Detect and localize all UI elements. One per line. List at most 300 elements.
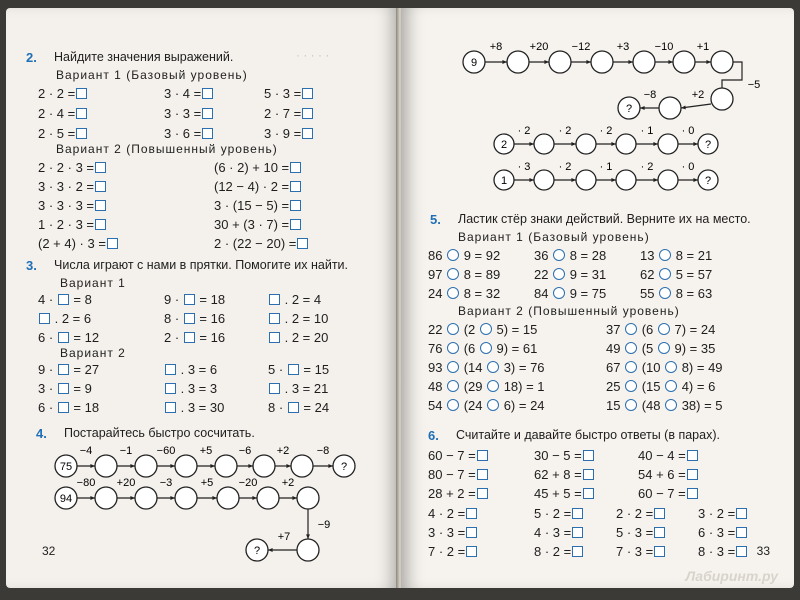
chain-operation: +5	[199, 445, 213, 457]
chain-arrowhead	[170, 496, 175, 500]
chain-arrowhead	[292, 496, 297, 500]
exercise	[534, 525, 584, 540]
answer-box[interactable]	[202, 128, 213, 139]
expression-text: 1 · 2 · 3 =	[38, 217, 94, 232]
expression-text: 3 · 3 · 2 =	[38, 179, 94, 194]
answer-box[interactable]	[269, 294, 280, 305]
chain-operation: · 3	[517, 161, 531, 173]
exercise	[606, 322, 715, 337]
expression-text: 7 · 2 =	[428, 544, 466, 559]
chain-node	[291, 455, 313, 477]
chain-arrowhead	[130, 464, 135, 468]
answer-box[interactable]	[302, 128, 313, 139]
sign-circle[interactable]	[665, 380, 677, 392]
chain-arrowhead	[693, 178, 698, 182]
expression-text: 45 + 5 =	[534, 486, 582, 501]
chain-arrowhead	[693, 142, 698, 146]
expression-text: = 18	[69, 400, 100, 415]
chain-operation: · 2	[599, 125, 613, 137]
chain-operation: +2	[281, 477, 295, 489]
chain-operation: · 0	[681, 161, 695, 173]
chain-arrowhead	[653, 142, 658, 146]
answer-box[interactable]	[269, 313, 280, 324]
sign-circle[interactable]	[447, 399, 459, 411]
chain-node	[591, 51, 613, 73]
sign-circle[interactable]	[625, 323, 637, 335]
expression-text: = 24	[299, 400, 330, 415]
answer-box[interactable]	[572, 546, 583, 557]
expression-text: 49	[606, 341, 625, 356]
answer-box[interactable]	[269, 383, 280, 394]
exercise	[164, 106, 214, 121]
expression-text: 6) = 24	[500, 398, 545, 413]
exercise	[38, 217, 107, 232]
chain-node	[215, 455, 237, 477]
chain-operation: −80	[76, 477, 96, 489]
chain-arrowhead	[210, 464, 215, 468]
chain-arrowhead	[529, 178, 534, 182]
expression-text: . 3 = 6	[177, 362, 218, 377]
chain-operation: · 1	[640, 125, 654, 137]
chain-operation: −9	[317, 519, 331, 531]
exercise	[164, 86, 214, 101]
answer-box[interactable]	[297, 238, 308, 249]
sign-circle[interactable]	[447, 361, 459, 373]
exercise	[38, 330, 99, 345]
expression-text: 6 ·	[38, 400, 57, 415]
expression-text: 18) = 1	[500, 379, 545, 394]
sign-circle[interactable]	[625, 399, 637, 411]
chain-arrowhead	[653, 178, 658, 182]
answer-box[interactable]	[184, 294, 195, 305]
answer-box[interactable]	[95, 181, 106, 192]
sign-circle[interactable]	[447, 268, 459, 280]
sign-circle[interactable]	[553, 249, 565, 261]
chain-operation: −6	[238, 445, 252, 457]
answer-box[interactable]	[654, 546, 665, 557]
expression-text: 8 = 28	[566, 248, 607, 263]
variant-title: Вариант 1	[60, 276, 126, 290]
chain-node	[135, 455, 157, 477]
expression-text: 8 ·	[268, 400, 287, 415]
chain-node	[616, 134, 636, 154]
chain-node	[659, 97, 681, 119]
sign-circle[interactable]	[553, 287, 565, 299]
chain-arrowhead	[286, 464, 291, 468]
exercise	[268, 330, 328, 345]
task-title: Числа играют с нами в прятки. Помогите их найти.	[54, 258, 348, 272]
exercise	[164, 311, 225, 326]
sign-circle[interactable]	[480, 342, 492, 354]
expression-text: 5 · 3 =	[264, 86, 302, 101]
sign-circle[interactable]	[665, 399, 677, 411]
exercise	[534, 248, 606, 263]
page-number: 32	[42, 544, 56, 558]
variant-title: Вариант 2	[60, 346, 126, 360]
expression-text: 3 · 4 =	[164, 86, 202, 101]
expression-text: 3 · 9 =	[264, 126, 302, 141]
publisher-watermark: Лабиринт.ру	[685, 568, 778, 584]
task-title: Ластик стёр знаки действий. Верните их на место.	[458, 212, 751, 226]
expression-text: = 18	[195, 292, 226, 307]
exercise	[38, 236, 119, 251]
left-page	[6, 8, 398, 588]
answer-box[interactable]	[58, 402, 69, 413]
answer-box[interactable]	[654, 508, 665, 519]
chain-arrowhead	[640, 106, 645, 110]
expression-text: 40 − 4 =	[638, 448, 686, 463]
chain-node	[257, 487, 279, 509]
exercise	[164, 362, 217, 377]
expression-text: 48	[428, 379, 447, 394]
expression-text: 86	[428, 248, 447, 263]
exercise	[38, 198, 107, 213]
expression-text: (48	[638, 398, 665, 413]
expression-text: = 27	[69, 362, 100, 377]
expression-text: 9) = 61	[492, 341, 538, 356]
chain-node	[95, 487, 117, 509]
answer-box[interactable]	[583, 450, 594, 461]
answer-box[interactable]	[477, 488, 488, 499]
exercise	[534, 506, 584, 521]
expression-text: 25	[606, 379, 625, 394]
task-number: 6.	[428, 428, 439, 443]
answer-box[interactable]	[466, 527, 477, 538]
answer-box[interactable]	[202, 88, 213, 99]
sign-circle[interactable]	[447, 342, 459, 354]
answer-box[interactable]	[290, 200, 301, 211]
chain-operation: +5	[200, 477, 214, 489]
chain-node	[616, 170, 636, 190]
chain-operation: −4	[79, 445, 93, 457]
exercise	[268, 400, 329, 415]
answer-box[interactable]	[654, 527, 665, 538]
answer-box[interactable]	[269, 332, 280, 343]
chain-node	[507, 51, 529, 73]
sign-circle[interactable]	[625, 361, 637, 373]
exercise	[534, 286, 606, 301]
chain-node-label: 94	[59, 493, 73, 505]
answer-box[interactable]	[76, 128, 87, 139]
sign-circle[interactable]	[665, 361, 677, 373]
sign-circle[interactable]	[658, 342, 670, 354]
exercise	[38, 106, 88, 121]
exercise	[428, 267, 500, 282]
expression-text: 13	[640, 248, 659, 263]
expression-text: 3) = 76	[500, 360, 545, 375]
sign-circle[interactable]	[480, 323, 492, 335]
chain-operation: −5	[747, 79, 761, 91]
exercise	[164, 292, 225, 307]
answer-box[interactable]	[95, 219, 106, 230]
exercise	[214, 217, 302, 232]
sign-circle[interactable]	[447, 380, 459, 392]
chain-node	[253, 455, 275, 477]
expression-text: 93	[428, 360, 447, 375]
expression-text: 6 · 3 =	[698, 525, 736, 540]
exercise	[264, 126, 314, 141]
answer-box[interactable]	[288, 364, 299, 375]
task-number: 2.	[26, 50, 37, 65]
expression-text: 8 = 21	[672, 248, 713, 263]
chain-node-label: 2	[500, 139, 508, 151]
sign-circle[interactable]	[447, 249, 459, 261]
exercise	[698, 525, 748, 540]
expression-text: 4) = 6	[678, 379, 716, 394]
expression-text: 22	[534, 267, 553, 282]
chain-arrowhead	[90, 496, 95, 500]
chain-operation: −3	[159, 477, 173, 489]
expression-text: 38) = 5	[678, 398, 723, 413]
chain-node-label: ?	[253, 545, 261, 557]
chain-node	[297, 487, 319, 509]
expression-text: 8 = 89	[460, 267, 501, 282]
answer-box[interactable]	[107, 238, 118, 249]
expression-text: = 8	[69, 292, 92, 307]
answer-box[interactable]	[290, 181, 301, 192]
exercise	[616, 525, 666, 540]
expression-text: (2 + 4) · 3 =	[38, 236, 106, 251]
exercise	[428, 467, 489, 482]
expression-text: . 3 = 21	[281, 381, 329, 396]
chain-operation: −1	[119, 445, 133, 457]
exercise	[214, 160, 302, 175]
variant-title: Вариант 2 (Повышенный уровень)	[56, 142, 278, 156]
expression-text: = 9	[69, 381, 92, 396]
chain-node	[576, 170, 596, 190]
answer-box[interactable]	[288, 402, 299, 413]
expression-text: 5 · 3 =	[616, 525, 654, 540]
answer-box[interactable]	[58, 364, 69, 375]
chain-operation: · 0	[681, 125, 695, 137]
task-number: 5.	[430, 212, 441, 227]
exercise	[38, 292, 92, 307]
expression-text: 9 ·	[164, 292, 183, 307]
chain-operation: −8	[643, 89, 657, 101]
expression-text: 8) = 49	[678, 360, 723, 375]
sign-circle[interactable]	[487, 361, 499, 373]
answer-box[interactable]	[290, 219, 301, 230]
exercise	[606, 341, 715, 356]
chain-arrowhead	[130, 496, 135, 500]
answer-box[interactable]	[687, 488, 698, 499]
exercise	[268, 292, 321, 307]
expression-text: 30 + (3 · 7) =	[214, 217, 290, 232]
chain-arrowhead	[529, 142, 534, 146]
chain-arrowhead	[252, 496, 257, 500]
chain-node	[576, 134, 596, 154]
chain-operation: · 1	[599, 161, 613, 173]
expression-text: 4 · 2 =	[428, 506, 466, 521]
answer-box[interactable]	[76, 88, 87, 99]
exercise	[616, 544, 666, 559]
expression-text: 5 ·	[268, 362, 287, 377]
chain-node	[175, 487, 197, 509]
exercise	[268, 362, 329, 377]
answer-box[interactable]	[583, 488, 594, 499]
answer-box[interactable]	[58, 294, 69, 305]
chain-arrowhead	[571, 178, 576, 182]
chain-arrowhead	[212, 496, 217, 500]
expression-text: 9 = 31	[566, 267, 607, 282]
expression-text: 2 · 2 =	[616, 506, 654, 521]
expression-text: . 2 = 10	[281, 311, 329, 326]
expression-text: 54	[428, 398, 447, 413]
expression-text: 8 · 3 =	[698, 544, 736, 559]
answer-box[interactable]	[184, 313, 195, 324]
expression-text: (15	[638, 379, 665, 394]
exercise	[428, 448, 489, 463]
answer-box[interactable]	[302, 108, 313, 119]
exercise	[534, 467, 595, 482]
exercise	[428, 360, 545, 375]
chain-arrowhead	[90, 464, 95, 468]
sign-circle[interactable]	[659, 249, 671, 261]
calc-chains	[6, 436, 398, 576]
sign-circle[interactable]	[658, 323, 670, 335]
expression-text: . 2 = 4	[281, 292, 322, 307]
chain-node	[658, 134, 678, 154]
chain-node	[135, 487, 157, 509]
chain-arrowhead	[668, 60, 673, 64]
exercise	[638, 448, 699, 463]
answer-box[interactable]	[165, 383, 176, 394]
exercise	[268, 311, 328, 326]
sign-circle[interactable]	[625, 380, 637, 392]
expression-text: (6	[460, 341, 479, 356]
sign-circle[interactable]	[447, 287, 459, 299]
answer-box[interactable]	[39, 313, 50, 324]
answer-box[interactable]	[477, 469, 488, 480]
expression-text: 54 + 6 =	[638, 467, 686, 482]
exercise	[534, 544, 584, 559]
exercise	[428, 525, 478, 540]
answer-box[interactable]	[165, 364, 176, 375]
expression-text: . 2 = 20	[281, 330, 329, 345]
exercise	[164, 381, 217, 396]
chain-arrowhead	[706, 60, 711, 64]
exercise	[638, 486, 699, 501]
answer-box[interactable]	[466, 508, 477, 519]
exercise	[38, 126, 88, 141]
answer-box[interactable]	[572, 508, 583, 519]
answer-box[interactable]	[184, 332, 195, 343]
chain-node-label: 9	[470, 57, 478, 69]
sign-circle[interactable]	[659, 287, 671, 299]
expression-text: 3 · 6 =	[164, 126, 202, 141]
expression-text: (2	[460, 322, 479, 337]
sign-circle[interactable]	[553, 268, 565, 280]
answer-box[interactable]	[290, 162, 301, 173]
answer-box[interactable]	[477, 450, 488, 461]
answer-box[interactable]	[58, 383, 69, 394]
chain-operation: +7	[277, 531, 291, 543]
exercise	[264, 86, 314, 101]
expression-text: 36	[534, 248, 553, 263]
expression-text: 9 = 75	[566, 286, 607, 301]
expression-text: 60 − 7 =	[638, 486, 686, 501]
sign-circle[interactable]	[487, 399, 499, 411]
chain-arrowhead	[248, 464, 253, 468]
expression-text: 2 · 2 =	[38, 86, 76, 101]
task-title: Найдите значения выражений.	[54, 50, 234, 64]
expression-text: 24	[428, 286, 447, 301]
chain-arrowhead	[611, 142, 616, 146]
exercise	[428, 544, 478, 559]
chain-node-label: ?	[704, 139, 712, 151]
answer-box[interactable]	[583, 469, 594, 480]
task-number: 3.	[26, 258, 37, 273]
answer-box[interactable]	[466, 546, 477, 557]
expression-text: 9 = 92	[460, 248, 501, 263]
exercise	[640, 267, 712, 282]
chain-operation: −60	[156, 445, 176, 457]
answer-box[interactable]	[95, 200, 106, 211]
exercise	[534, 448, 595, 463]
chain-node	[633, 51, 655, 73]
exercise	[214, 236, 309, 251]
expression-text: (24	[460, 398, 487, 413]
sign-circle[interactable]	[447, 323, 459, 335]
answer-box[interactable]	[202, 108, 213, 119]
answer-box[interactable]	[572, 527, 583, 538]
sign-circle[interactable]	[487, 380, 499, 392]
answer-box[interactable]	[76, 108, 87, 119]
exercise	[606, 360, 723, 375]
exercise	[606, 379, 715, 394]
chain-node	[711, 51, 733, 73]
chain-node	[95, 455, 117, 477]
answer-box[interactable]	[736, 546, 747, 557]
expression-text: 3 · 3 =	[428, 525, 466, 540]
expression-text: (6	[638, 322, 657, 337]
chain-node	[549, 51, 571, 73]
expression-text: 4 ·	[38, 292, 57, 307]
sign-circle[interactable]	[659, 268, 671, 280]
answer-box[interactable]	[165, 402, 176, 413]
variant-title: Вариант 1 (Базовый уровень)	[458, 230, 650, 244]
expression-text: 7) = 24	[670, 322, 716, 337]
chain-arrowhead	[306, 534, 310, 539]
answer-box[interactable]	[736, 527, 747, 538]
expression-text: . 3 = 3	[177, 381, 218, 396]
expression-text: 2 · 5 =	[38, 126, 76, 141]
expression-text: 5) = 15	[492, 322, 538, 337]
expression-text: 62	[640, 267, 659, 282]
expression-text: 4 · 3 =	[534, 525, 572, 540]
answer-box[interactable]	[736, 508, 747, 519]
expression-text: 2 · 7 =	[264, 106, 302, 121]
answer-box[interactable]	[687, 469, 698, 480]
expression-text: 55	[640, 286, 659, 301]
expression-text: 8 = 32	[460, 286, 501, 301]
exercise	[428, 398, 545, 413]
expression-text: (12 − 4) · 2 =	[214, 179, 290, 194]
answer-box[interactable]	[687, 450, 698, 461]
answer-box[interactable]	[58, 332, 69, 343]
answer-box[interactable]	[95, 162, 106, 173]
chain-node-label: 1	[500, 175, 508, 187]
chain-operation: · 2	[640, 161, 654, 173]
answer-box[interactable]	[302, 88, 313, 99]
variant-title: Вариант 1 (Базовый уровень)	[56, 68, 248, 82]
chain-operation: +2	[691, 89, 705, 101]
chain-node-label: 75	[59, 461, 73, 473]
exercise	[38, 311, 91, 326]
chain-node	[534, 170, 554, 190]
sign-circle[interactable]	[625, 342, 637, 354]
chain-arrowhead	[586, 60, 591, 64]
